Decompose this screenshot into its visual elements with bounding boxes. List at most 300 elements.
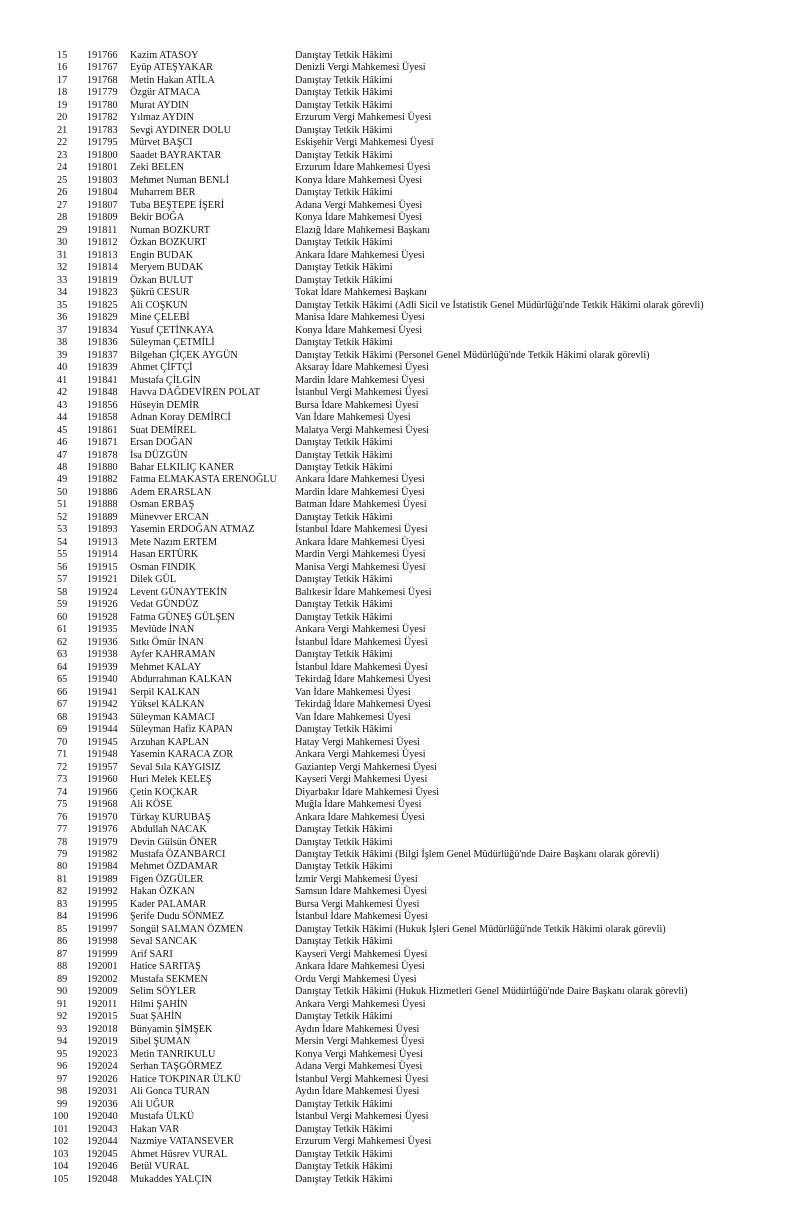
list-item	[0, 1011, 798, 1023]
person-name: Bekir BOĞA	[130, 212, 185, 224]
person-name: Mevlüde İNAN	[130, 624, 195, 636]
registry-number: 191936	[87, 636, 118, 648]
person-name: Metin TANRIKULU	[130, 1048, 216, 1060]
appointment-position: Danıştay Tetkik Hâkimi	[295, 87, 393, 99]
registry-number: 192048	[87, 1173, 118, 1185]
appointment-position: Danıştay Tetkik Hâkimi (Personel Genel Müdürlüğü'nde Tetkik Hâkimi olarak görevli)	[295, 349, 650, 361]
list-item	[0, 874, 798, 886]
row-number: 78	[57, 836, 68, 848]
person-name: Şükrü CESUR	[130, 287, 190, 299]
row-number: 95	[57, 1048, 68, 1060]
row-number: 89	[57, 973, 68, 985]
list-item	[0, 287, 798, 299]
list-item	[0, 1161, 798, 1173]
registry-number: 191941	[87, 686, 118, 698]
person-name: Yasemin ERDOĞAN ATMAZ	[130, 524, 255, 536]
appointment-position: Samsun İdare Mahkemesi Üyesi	[295, 886, 428, 898]
appointment-position: İstanbul İdare Mahkemesi Üyesi	[295, 636, 428, 648]
registry-number: 191995	[87, 898, 118, 910]
appointment-position: Tokat İdare Mahkemesi Başkanı	[295, 287, 427, 299]
row-number: 99	[57, 1098, 68, 1110]
appointment-position: Danıştay Tetkik Hâkimi	[295, 237, 393, 249]
registry-number: 191861	[87, 424, 118, 436]
registry-number: 191779	[87, 87, 118, 99]
list-item	[0, 499, 798, 511]
registry-number: 191968	[87, 799, 118, 811]
row-number: 20	[57, 112, 68, 124]
person-name: Münevver ERCAN	[130, 511, 209, 523]
row-number: 76	[57, 811, 68, 823]
appointment-position: Danıştay Tetkik Hâkimi	[295, 187, 393, 199]
person-name: Mehmet ÖZDAMAR	[130, 861, 219, 873]
row-number: 36	[57, 312, 68, 324]
appointment-position: Hatay Vergi Mahkemesi Üyesi	[295, 736, 420, 748]
appointment-position: Batman İdare Mahkemesi Üyesi	[295, 499, 427, 511]
list-item	[0, 1136, 798, 1148]
row-number: 32	[57, 262, 68, 274]
list-item	[0, 1024, 798, 1036]
person-name: İsa DÜZGÜN	[130, 449, 188, 461]
appointment-position: Diyarbakır İdare Mahkemesi Üyesi	[295, 786, 439, 798]
registry-number: 191783	[87, 124, 118, 136]
appointment-position: Mardin İdare Mahkemesi Üyesi	[295, 374, 425, 386]
list-item	[0, 1111, 798, 1123]
person-name: Mehmet KALAY	[130, 661, 202, 673]
registry-number: 191942	[87, 699, 118, 711]
appointment-position: Bursa Vergi Mahkemesi Üyesi	[295, 898, 420, 910]
registry-number: 191948	[87, 749, 118, 761]
list-item	[0, 674, 798, 686]
appointment-position: Manisa İdare Mahkemesi Üyesi	[295, 312, 425, 324]
registry-number: 191848	[87, 387, 118, 399]
row-number: 68	[57, 711, 68, 723]
row-number: 85	[57, 923, 68, 935]
person-name: Fatma ELMAKASTA ERENOĞLU	[130, 474, 277, 486]
appointment-position: Mardin Vergi Mahkemesi Üyesi	[295, 549, 426, 561]
person-name: Nazmiye VATANSEVER	[130, 1136, 234, 1148]
list-item	[0, 886, 798, 898]
person-name: Yüksel KALKAN	[130, 699, 205, 711]
row-number: 73	[57, 774, 68, 786]
list-item	[0, 1061, 798, 1073]
person-name: Adem ERARSLAN	[130, 486, 212, 498]
registry-number: 191825	[87, 299, 118, 311]
list-item	[0, 587, 798, 599]
row-number: 87	[57, 948, 68, 960]
registry-number: 191801	[87, 162, 118, 174]
row-number: 98	[57, 1086, 68, 1098]
registry-number: 191871	[87, 437, 118, 449]
appointment-position: Erzurum İdare Mahkemesi Üyesi	[295, 162, 431, 174]
row-number: 105	[53, 1173, 69, 1185]
appointment-position: Tekirdağ İdare Mahkemesi Üyesi	[295, 699, 431, 711]
list-item	[0, 999, 798, 1011]
registry-number: 191766	[87, 50, 118, 61]
person-name: Mustafa ÇİLGİN	[130, 374, 201, 386]
appointment-position: Malatya Vergi Mahkemesi Üyesi	[295, 424, 430, 436]
person-name: Süleyman ÇETMİLİ	[130, 337, 215, 349]
registry-number: 191856	[87, 399, 118, 411]
list-item	[0, 637, 798, 649]
list-item	[0, 325, 798, 337]
row-number: 55	[57, 549, 68, 561]
row-number: 39	[57, 349, 68, 361]
appointment-position: Van İdare Mahkemesi Üyesi	[295, 711, 411, 723]
row-number: 80	[57, 861, 68, 873]
person-name: Songül SALMAN ÖZMEN	[130, 923, 244, 935]
registry-number: 192045	[87, 1148, 118, 1160]
registry-number: 192040	[87, 1111, 118, 1123]
list-item	[0, 1124, 798, 1136]
row-number: 104	[53, 1161, 69, 1173]
row-number: 43	[57, 399, 68, 411]
appointment-position: Danıştay Tetkik Hâkimi	[295, 262, 393, 274]
row-number: 74	[57, 786, 68, 798]
person-name: Mürvet BAŞCI	[130, 137, 193, 149]
registry-number: 191989	[87, 873, 118, 885]
registry-number: 191944	[87, 724, 118, 736]
person-name: Betül VURAL	[130, 1161, 190, 1173]
list-item	[0, 474, 798, 486]
registry-number: 192044	[87, 1136, 118, 1148]
appointment-position: Ankara İdare Mahkemesi Üyesi	[295, 474, 425, 486]
appointment-position: Erzurum Vergi Mahkemesi Üyesi	[295, 112, 432, 124]
appointment-position: İstanbul İdare Mahkemesi Üyesi	[295, 524, 428, 536]
list-item	[0, 861, 798, 873]
row-number: 62	[57, 636, 68, 648]
appointment-position: Adana Vergi Mahkemesi Üyesi	[295, 1061, 423, 1073]
person-name: Çetin KOÇKAR	[130, 786, 198, 798]
registry-number: 191913	[87, 536, 118, 548]
row-number: 96	[57, 1061, 68, 1073]
person-name: Mete Nazım ERTEM	[130, 536, 218, 548]
appointment-position: Danıştay Tetkik Hâkimi	[295, 337, 393, 349]
registry-number: 191970	[87, 811, 118, 823]
appointment-position: Kayseri Vergi Mahkemesi Üyesi	[295, 948, 428, 960]
person-name: Levent GÜNAYTEKİN	[130, 586, 228, 598]
row-number: 23	[57, 149, 68, 161]
row-number: 102	[53, 1136, 69, 1148]
appointment-position: Tekirdağ İdare Mahkemesi Üyesi	[295, 674, 431, 686]
list-item	[0, 425, 798, 437]
judge-list	[0, 50, 798, 1186]
registry-number: 191984	[87, 861, 118, 873]
appointment-position: Mardin İdare Mahkemesi Üyesi	[295, 486, 425, 498]
list-item	[0, 150, 798, 162]
appointment-position: İstanbul Vergi Mahkemesi Üyesi	[295, 387, 429, 399]
list-item	[0, 450, 798, 462]
person-name: Adnan Koray DEMİRCİ	[130, 412, 231, 424]
registry-number: 191803	[87, 174, 118, 186]
row-number: 90	[57, 986, 68, 998]
row-number: 34	[57, 287, 68, 299]
list-item	[0, 1074, 798, 1086]
appointment-position: Mersin Vergi Mahkemesi Üyesi	[295, 1036, 425, 1048]
person-name: Mustafa SEKMEN	[130, 973, 208, 985]
person-name: Ali KÖSE	[130, 799, 173, 811]
person-name: Arzuhan KAPLAN	[130, 736, 209, 748]
list-item	[0, 350, 798, 362]
person-name: Bünyamin ŞİMŞEK	[130, 1023, 213, 1035]
person-name: Tuba BEŞTEPE İŞERİ	[130, 199, 225, 211]
row-number: 47	[57, 449, 68, 461]
person-name: Yasemin KARACA ZOR	[130, 749, 234, 761]
registry-number: 191886	[87, 486, 118, 498]
registry-number: 192024	[87, 1061, 118, 1073]
appointment-position: Ankara İdare Mahkemesi Üyesi	[295, 249, 425, 261]
appointment-position: Danıştay Tetkik Hâkimi	[295, 274, 393, 286]
appointment-position: Balıkesir İdare Mahkemesi Üyesi	[295, 586, 432, 598]
person-name: Murat AYDIN	[130, 99, 189, 111]
list-item	[0, 949, 798, 961]
appointment-position: Danıştay Tetkik Hâkimi	[295, 99, 393, 111]
row-number: 71	[57, 749, 68, 761]
person-name: Sevgi AYDINER DOLU	[130, 124, 231, 136]
row-number: 72	[57, 761, 68, 773]
row-number: 94	[57, 1036, 68, 1048]
appointment-position: Danıştay Tetkik Hâkimi	[295, 649, 393, 661]
appointment-position: Danıştay Tetkik Hâkimi	[295, 1148, 393, 1160]
row-number: 56	[57, 561, 68, 573]
row-number: 79	[57, 849, 68, 860]
appointment-position: İzmir Vergi Mahkemesi Üyesi	[295, 873, 418, 885]
row-number: 22	[57, 137, 68, 149]
registry-number: 192031	[87, 1086, 118, 1098]
person-name: Suat DEMİREL	[130, 424, 196, 436]
appointment-position: Danıştay Tetkik Hâkimi	[295, 836, 393, 848]
registry-number: 191888	[87, 499, 118, 511]
registry-number: 191979	[87, 836, 118, 848]
registry-number: 191809	[87, 212, 118, 224]
appointment-position: Aydın İdare Mahkemesi Üyesi	[295, 1086, 420, 1098]
list-item	[0, 75, 798, 87]
row-number: 45	[57, 424, 68, 436]
registry-number: 191943	[87, 711, 118, 723]
person-name: Meryem BUDAK	[130, 262, 204, 274]
person-name: Fatma GÜNEŞ GÜLŞEN	[130, 611, 235, 623]
registry-number: 191782	[87, 112, 118, 124]
registry-number: 192002	[87, 973, 118, 985]
row-number: 53	[57, 524, 68, 536]
row-number: 27	[57, 199, 68, 211]
person-name: Sıtkı Ömür İNAN	[130, 636, 204, 648]
list-item	[0, 237, 798, 249]
row-number: 38	[57, 337, 68, 349]
list-item	[0, 899, 798, 911]
appointment-position: Danıştay Tetkik Hâkimi	[295, 936, 393, 948]
appointment-position: Muğla İdare Mahkemesi Üyesi	[295, 799, 422, 811]
appointment-position: İstanbul İdare Mahkemesi Üyesi	[295, 661, 428, 673]
registry-number: 191966	[87, 786, 118, 798]
person-name: Hüseyin DEMİR	[130, 399, 200, 411]
registry-number: 191814	[87, 262, 118, 274]
person-name: Arif SARI	[130, 948, 173, 960]
appointment-position: Danıştay Tetkik Hâkimi	[295, 461, 393, 473]
list-item	[0, 312, 798, 324]
person-name: Hilmi ŞAHİN	[130, 998, 188, 1010]
row-number: 33	[57, 274, 68, 286]
row-number: 67	[57, 699, 68, 711]
row-number: 54	[57, 536, 68, 548]
registry-number: 192001	[87, 961, 118, 973]
registry-number: 191915	[87, 561, 118, 573]
appointment-position: Konya İdare Mahkemesi Üyesi	[295, 324, 423, 336]
person-name: Şerife Dudu SÖNMEZ	[130, 911, 224, 923]
person-name: Seval SANCAK	[130, 936, 198, 948]
list-item	[0, 125, 798, 137]
list-item	[0, 62, 798, 74]
registry-number: 191812	[87, 237, 118, 249]
appointment-position: Eskişehir Vergi Mahkemesi Üyesi	[295, 137, 434, 149]
registry-number: 191819	[87, 274, 118, 286]
row-number: 40	[57, 362, 68, 374]
appointment-position: Elazığ İdare Mahkemesi Başkanı	[295, 224, 430, 236]
appointment-position: İstanbul İdare Mahkemesi Üyesi	[295, 911, 428, 923]
person-name: Abdullah NACAK	[130, 824, 207, 836]
list-item	[0, 275, 798, 287]
person-name: Kazim ATASOY	[130, 50, 199, 61]
list-item	[0, 50, 798, 62]
registry-number: 191957	[87, 761, 118, 773]
list-item	[0, 524, 798, 536]
registry-number: 192009	[87, 986, 118, 998]
registry-number: 191992	[87, 886, 118, 898]
person-name: Ali Gonca TURAN	[130, 1086, 210, 1098]
row-number: 63	[57, 649, 68, 661]
person-name: Bahar ELKILIÇ KANER	[130, 461, 235, 473]
appointment-position: İstanbul Vergi Mahkemesi Üyesi	[295, 1073, 429, 1085]
person-name: Engin BUDAK	[130, 249, 194, 261]
appointment-position: Aksaray İdare Mahkemesi Üyesi	[295, 362, 429, 374]
registry-number: 191837	[87, 349, 118, 361]
row-number: 75	[57, 799, 68, 811]
registry-number: 191945	[87, 736, 118, 748]
list-item	[0, 849, 798, 861]
row-number: 50	[57, 486, 68, 498]
appointment-position: İstanbul Vergi Mahkemesi Üyesi	[295, 1111, 429, 1123]
person-name: Süleyman Hafiz KAPAN	[130, 724, 233, 736]
row-number: 18	[57, 87, 68, 99]
appointment-position: Danıştay Tetkik Hâkimi	[295, 1098, 393, 1110]
row-number: 100	[53, 1111, 69, 1123]
appointment-position: Danıştay Tetkik Hâkimi	[295, 449, 393, 461]
registry-number: 192046	[87, 1161, 118, 1173]
appointment-position: Danıştay Tetkik Hâkimi	[295, 1123, 393, 1135]
row-number: 83	[57, 898, 68, 910]
registry-number: 191926	[87, 599, 118, 611]
registry-number: 191880	[87, 461, 118, 473]
list-item	[0, 1099, 798, 1111]
list-item	[0, 762, 798, 774]
person-name: Ahmet ÇİFTÇİ	[130, 362, 193, 374]
list-item	[0, 162, 798, 174]
person-name: Seval Sıla KAYGISIZ	[130, 761, 221, 773]
row-number: 64	[57, 661, 68, 673]
row-number: 25	[57, 174, 68, 186]
appointment-position: Konya İdare Mahkemesi Üyesi	[295, 212, 423, 224]
appointment-position: Denizli Vergi Mahkemesi Üyesi	[295, 62, 426, 74]
registry-number: 192018	[87, 1023, 118, 1035]
person-name: Özkan BOZKURT	[130, 237, 207, 249]
appointment-position: Danıştay Tetkik Hâkimi	[295, 1011, 393, 1023]
appointment-position: Danıştay Tetkik Hâkimi	[295, 124, 393, 136]
row-number: 103	[53, 1148, 69, 1160]
registry-number: 191807	[87, 199, 118, 211]
appointment-position: Bursa İdare Mahkemesi Üyesi	[295, 399, 419, 411]
row-number: 77	[57, 824, 68, 836]
list-item	[0, 212, 798, 224]
list-item	[0, 262, 798, 274]
row-number: 44	[57, 412, 68, 424]
person-name: Hatice TOKPINAR ÜLKÜ	[130, 1073, 242, 1085]
registry-number: 191935	[87, 624, 118, 636]
person-name: Ahmet Hüsrev VURAL	[130, 1148, 228, 1160]
row-number: 35	[57, 299, 68, 311]
row-number: 31	[57, 249, 68, 261]
row-number: 86	[57, 936, 68, 948]
registry-number: 191811	[87, 224, 118, 236]
row-number: 66	[57, 686, 68, 698]
registry-number: 191939	[87, 661, 118, 673]
person-name: Kader PALAMAR	[130, 898, 207, 910]
person-name: Vedat GÜNDÜZ	[130, 599, 199, 611]
appointment-position: Erzurum Vergi Mahkemesi Üyesi	[295, 1136, 432, 1148]
list-item	[0, 1086, 798, 1098]
person-name: Mukaddes YALÇIN	[130, 1173, 212, 1185]
appointment-position: Ankara Vergi Mahkemesi Üyesi	[295, 749, 426, 761]
row-number: 42	[57, 387, 68, 399]
list-item	[0, 724, 798, 736]
appointment-position: Van İdare Mahkemesi Üyesi	[295, 412, 411, 424]
list-item	[0, 537, 798, 549]
appointment-position: Ankara İdare Mahkemesi Üyesi	[295, 961, 425, 973]
row-number: 15	[57, 50, 68, 61]
person-name: Numan BOZKURT	[130, 224, 211, 236]
registry-number: 192023	[87, 1048, 118, 1060]
appointment-position: Van İdare Mahkemesi Üyesi	[295, 686, 411, 698]
person-name: Bilgehan ÇİÇEK AYGÜN	[130, 349, 238, 361]
registry-number: 191940	[87, 674, 118, 686]
list-item	[0, 574, 798, 586]
registry-number: 191878	[87, 449, 118, 461]
registry-number: 191893	[87, 524, 118, 536]
appointment-position: Danıştay Tetkik Hâkimi	[295, 50, 393, 61]
registry-number: 191982	[87, 849, 118, 860]
appointment-position: Ordu Vergi Mahkemesi Üyesi	[295, 973, 417, 985]
person-name: Yılmaz AYDIN	[130, 112, 194, 124]
registry-number: 191999	[87, 948, 118, 960]
registry-number: 192015	[87, 1011, 118, 1023]
person-name: Huri Melek KELEŞ	[130, 774, 212, 786]
list-item	[0, 799, 798, 811]
list-item	[0, 737, 798, 749]
registry-number: 192043	[87, 1123, 118, 1135]
registry-number: 192019	[87, 1036, 118, 1048]
list-item	[0, 612, 798, 624]
person-name: Sibel ŞUMAN	[130, 1036, 191, 1048]
registry-number: 191960	[87, 774, 118, 786]
registry-number: 191889	[87, 511, 118, 523]
person-name: Abdurrahman KALKAN	[130, 674, 233, 686]
appointment-position: Danıştay Tetkik Hâkimi	[295, 511, 393, 523]
registry-number: 191767	[87, 62, 118, 74]
row-number: 19	[57, 99, 68, 111]
row-number: 82	[57, 886, 68, 898]
appointment-position: Danıştay Tetkik Hâkimi	[295, 574, 393, 586]
registry-number: 191823	[87, 287, 118, 299]
list-item	[0, 487, 798, 499]
list-item	[0, 137, 798, 149]
